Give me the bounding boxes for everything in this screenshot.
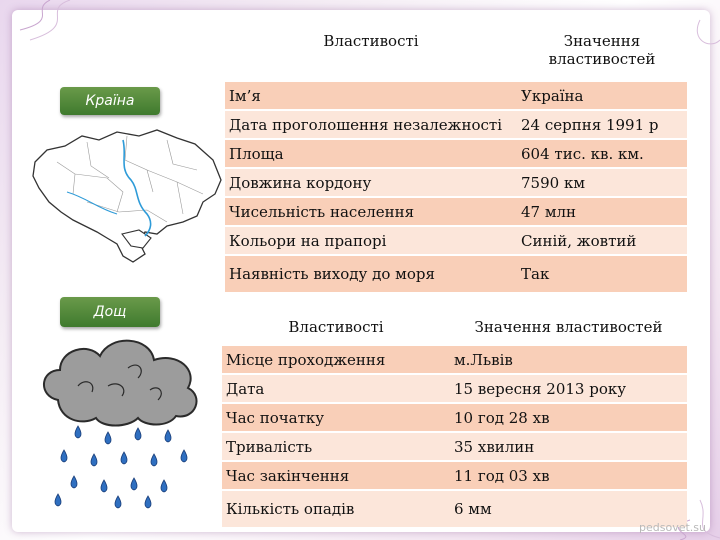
property-cell: Наявність виходу до моря <box>225 256 517 292</box>
value-cell: 604 тис. кв. км. <box>517 140 687 167</box>
property-cell: Чисельність населення <box>225 198 517 225</box>
value-cell: 15 вересня 2013 року <box>450 375 687 402</box>
country-properties-table <box>225 26 687 294</box>
callout-country <box>60 87 160 115</box>
property-cell: Місце проходження <box>222 346 450 373</box>
table-row <box>225 111 687 138</box>
table-row <box>222 433 687 460</box>
value-cell: Так <box>517 256 687 292</box>
value-cell: 11 год 03 хв <box>450 462 687 489</box>
rain-table-header-value: Значення властивостей <box>450 310 687 344</box>
table-row <box>222 375 687 402</box>
property-cell: Площа <box>225 140 517 167</box>
value-cell: 7590 км <box>517 169 687 196</box>
table-row <box>222 404 687 431</box>
value-cell: Синій, жовтий <box>517 227 687 254</box>
value-cell: 6 мм <box>450 491 687 527</box>
value-cell: м.Львів <box>450 346 687 373</box>
property-cell: Дата проголошення незалежності <box>225 111 517 138</box>
table-row <box>222 346 687 373</box>
table-row <box>225 82 687 109</box>
property-cell: Кольори на прапорі <box>225 227 517 254</box>
property-cell: Ім’я <box>225 82 517 109</box>
callout-country-label: Країна <box>85 93 135 109</box>
callout-rain-label: Дощ <box>93 304 127 320</box>
ukraine-map-image <box>27 122 227 270</box>
table-row <box>222 491 687 527</box>
property-cell: Час початку <box>222 404 450 431</box>
rain-properties-table <box>222 308 687 529</box>
rain-table-header-property: Властивості <box>222 310 450 344</box>
property-cell: Тривалість <box>222 433 450 460</box>
value-cell: Україна <box>517 82 687 109</box>
table-row <box>225 256 687 292</box>
watermark: pedsovet.su <box>639 521 706 534</box>
table-row <box>225 140 687 167</box>
rain-cloud-image <box>38 330 208 510</box>
value-cell: 47 млн <box>517 198 687 225</box>
property-cell: Час закінчення <box>222 462 450 489</box>
country-table-header-property: Властивості <box>225 28 517 80</box>
table-row <box>225 227 687 254</box>
property-cell: Кількість опадів <box>222 491 450 527</box>
value-cell: 35 хвилин <box>450 433 687 460</box>
table-row <box>225 169 687 196</box>
value-cell: 10 год 28 хв <box>450 404 687 431</box>
callout-rain <box>60 297 160 327</box>
property-cell: Дата <box>222 375 450 402</box>
table-row <box>225 198 687 225</box>
table-row <box>222 462 687 489</box>
property-cell: Довжина кордону <box>225 169 517 196</box>
value-cell: 24 серпня 1991 р <box>517 111 687 138</box>
country-table-header-value: Значення властивостей <box>517 28 687 80</box>
